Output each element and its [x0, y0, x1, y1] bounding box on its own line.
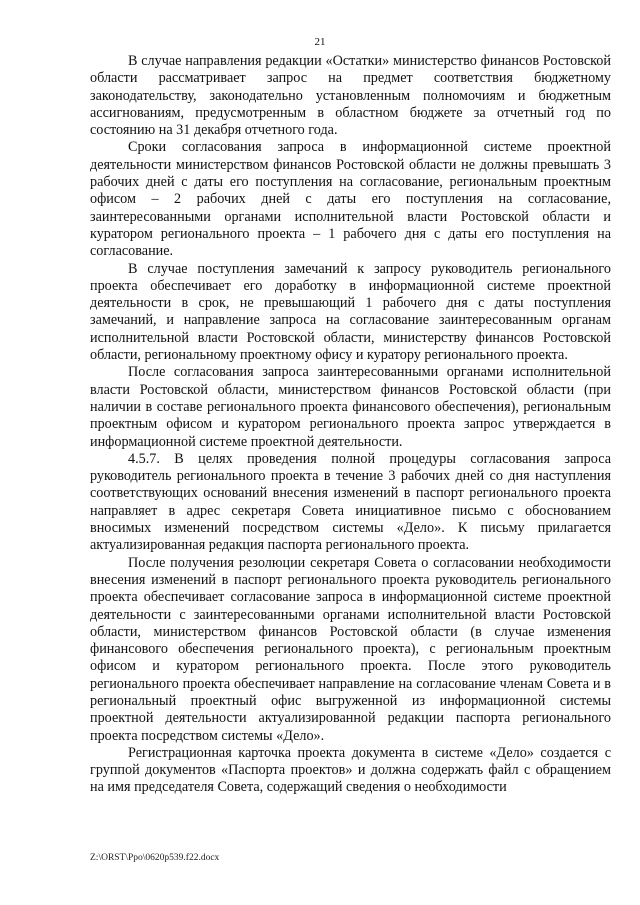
paragraph-request-approval: После согласования запроса заинтересованными органами исполнительной власти Ростовской области, министерством финансов Ростовской области (при наличии в составе регионального проекта финансового обеспечения), региональным проектным офисом и куратором регионального проекта запрос утверждается в информационной системе проектной деятельности. [90, 364, 611, 450]
page-number: 21 [314, 36, 326, 48]
paragraph-section-4-5-7: 4.5.7. В целях проведения полной процедуры согласования запроса руководитель регионального проекта в течение 3 рабочих дней со дня наступления соответствующих оснований внесения изменений в паспорт регионального проекта направляет в адрес секретаря Совета инициативное письмо с обоснованием вносимых изменений посредством системы «Дело». К письму прилагается актуализированная редакция паспорта регионального проекта. [90, 450, 611, 554]
paragraph-approval-deadlines: Сроки согласования запроса в информационной системе проектной деятельности министерством финансов Ростовской области не должны превышать 3 рабочих дней с даты его поступления на согласование, региональным проектным офисом – 2 рабочих дней с даты его поступления на согласование, заинтересованными органами исполнительной власти Ростовской области и куратором регионального проекта – 1 рабочего дня с даты его поступления на согласование. [90, 139, 611, 260]
paragraph-council-resolution: После получения резолюции секретаря Совета о согласовании необходимости внесения изменений в паспорт регионального проекта руководитель регионального проекта обеспечивает согласование запроса в информационной системе проектной деятельности с заинтересованными органами исполнительной власти Ростовской области, министерством финансов Ростовской области (в случае изменения финансового обеспечения регионального проекта), с региональным проектным офисом и куратором регионального проекта. После этого руководитель регионального проекта обеспечивает направление на согласование членам Совета и в региональный проектный офис выгруженной из информационной системы проектной деятельности актуализированной редакции паспорта регионального проекта посредством системы «Дело». [90, 554, 611, 744]
paragraph-remarks-revision: В случае поступления замечаний к запросу руководитель регионального проекта обеспечивает его доработку в информационной системе проектной деятельности в срок, не превышающий 1 рабочего дня с даты поступления замечаний, и направление запроса на согласование заинтересованным органам исполнительной власти Ростовской области, министерству финансов Ростовской области, региональному проектному офису и куратору регионального проекта. [90, 260, 611, 364]
footer-file-path: Z:\ORST\Ppo\0620p539.f22.docx [90, 853, 220, 863]
paragraph-registration-card: Регистрационная карточка проекта документа в системе «Дело» создается с группой документов «Паспорта проектов» и должна содержать файл с обращением на имя председателя Совета, содержащий сведения о необходимости [90, 744, 611, 796]
document-body [90, 53, 611, 797]
paragraph-remainders-review: В случае направления редакции «Остатки» министерство финансов Ростовской области рассматривает запрос на предмет соответствия бюджетному законодательству, законодательно установленным полномочиям и бюджетным ассигнованиям, предусмотренным в областном бюджете за отчетный год по состоянию на 31 декабря отчетного года. [90, 53, 611, 139]
